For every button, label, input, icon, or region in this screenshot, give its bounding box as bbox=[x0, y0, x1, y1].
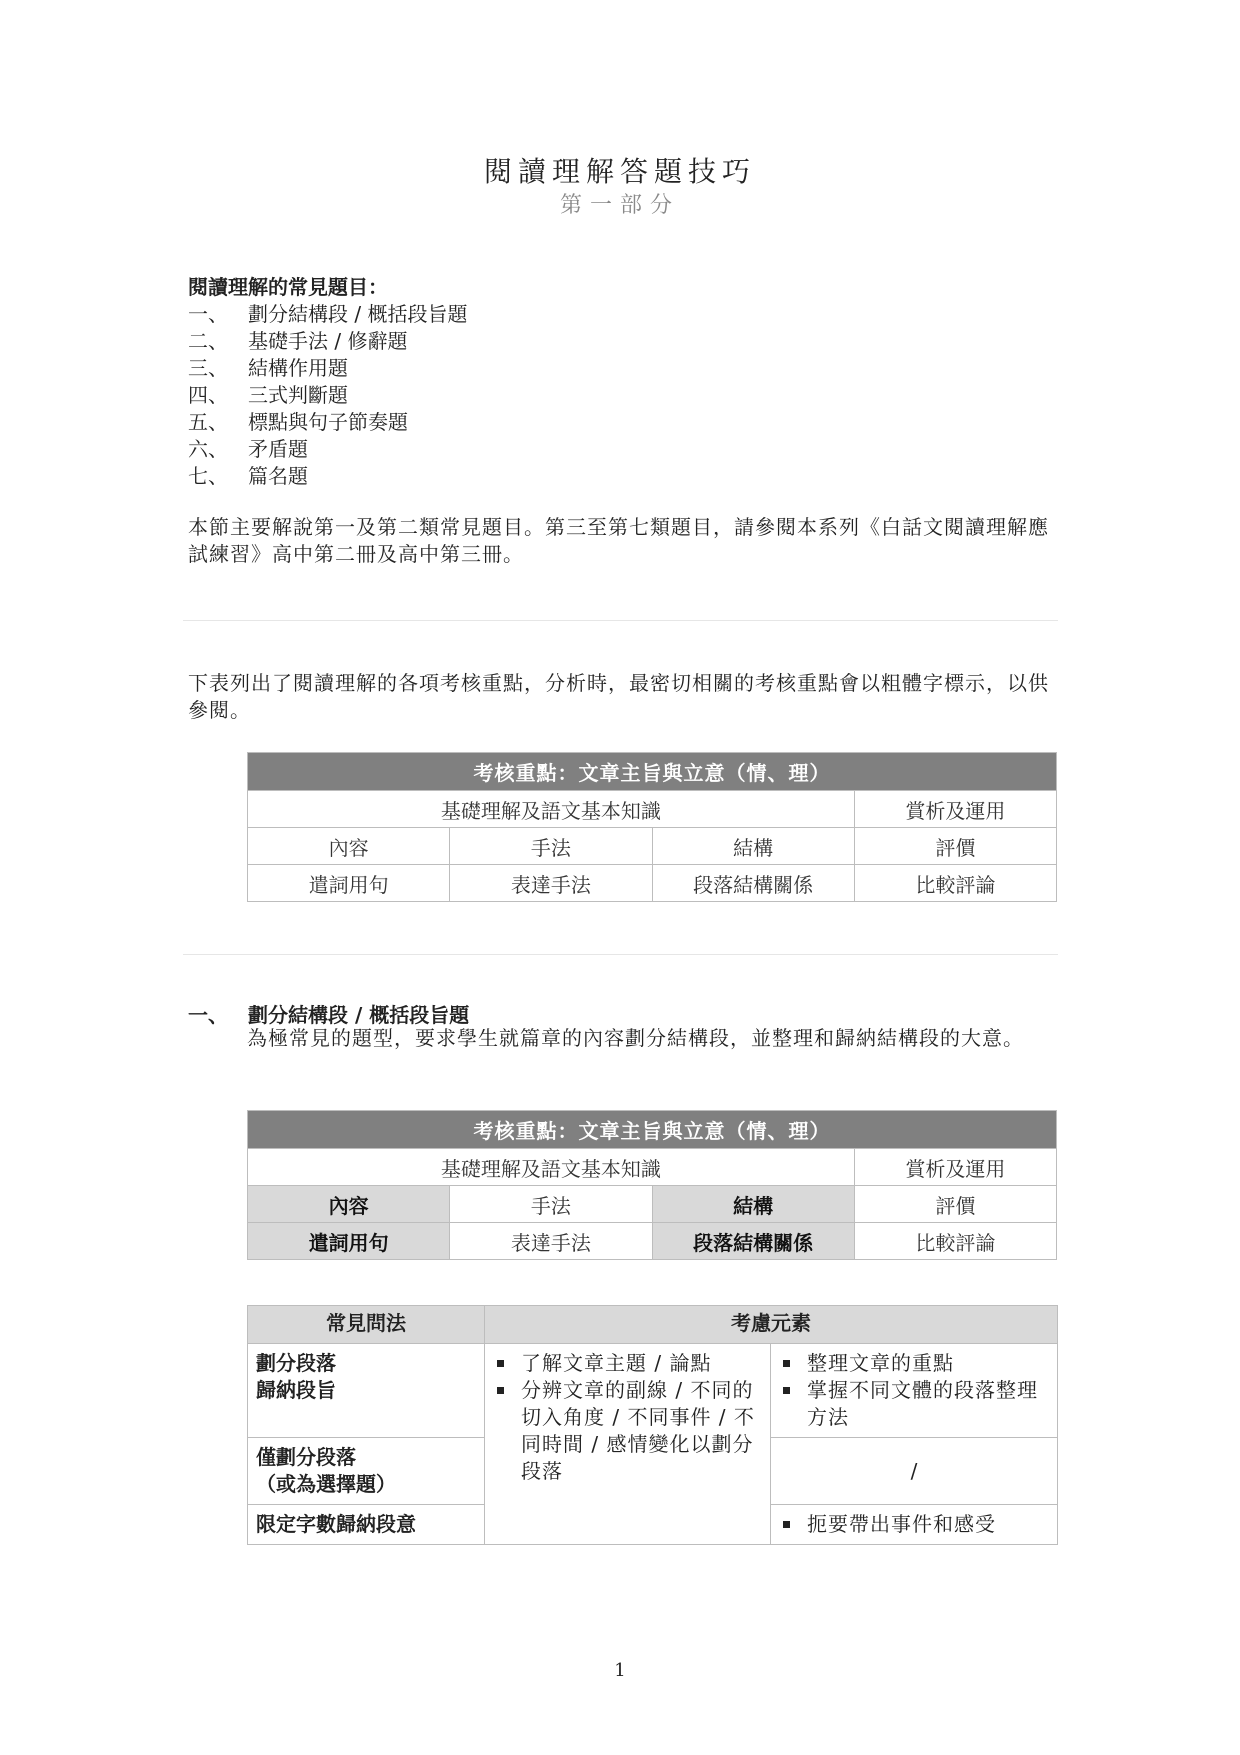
page-number: 1 bbox=[614, 1660, 626, 1681]
cell-comparison: 比較評論 bbox=[854, 1223, 1056, 1260]
list-item: 扼要帶出事件和感受 bbox=[779, 1511, 1049, 1538]
shared-elements-cell bbox=[485, 1344, 771, 1545]
list-item: 一、 劃分結構段 / 概括段旨題 bbox=[188, 302, 468, 326]
group-appreciation: 賞析及運用 bbox=[854, 1149, 1056, 1186]
list-item: 分辨文章的副線 / 不同的切入角度 / 不同事件 / 不同時間 / 感情變化以劃分段落 bbox=[493, 1377, 762, 1485]
common-questions-heading: 閱讀理解的常見題目： bbox=[188, 275, 388, 299]
list-item: 六、 矛盾題 bbox=[188, 437, 308, 461]
key-points-table bbox=[247, 752, 1057, 902]
group-basic: 基礎理解及語文基本知識 bbox=[248, 1149, 855, 1186]
cell-structure: 結構 bbox=[652, 1186, 854, 1223]
questions-table bbox=[247, 1305, 1058, 1545]
common-questions-list bbox=[188, 274, 1058, 490]
cell-wording: 遣詞用句 bbox=[248, 1223, 450, 1260]
list-item: 三、 結構作用題 bbox=[188, 356, 348, 380]
cell-evaluation: 評價 bbox=[854, 1186, 1056, 1223]
divider bbox=[183, 620, 1058, 621]
list-item: 了解文章主題 / 論點 bbox=[493, 1350, 762, 1377]
list-item: 七、 篇名題 bbox=[188, 464, 308, 488]
cell-paragraph-structure: 段落結構關係 bbox=[652, 1223, 854, 1260]
cell-content: 內容 bbox=[248, 828, 450, 865]
cell-structure: 結構 bbox=[652, 828, 854, 865]
row-label: 限定字數歸納段意 bbox=[248, 1505, 485, 1545]
cell-expression: 表達手法 bbox=[450, 1223, 652, 1260]
row-label: 僅劃分段落 （或為選擇題） bbox=[248, 1438, 485, 1505]
key-points-table-highlighted bbox=[247, 1110, 1057, 1260]
cell-content: 內容 bbox=[248, 1186, 450, 1223]
col-header-question: 常見問法 bbox=[248, 1306, 485, 1344]
key-points-header: 考核重點：文章主旨與立意（情、理） bbox=[248, 753, 1057, 791]
page-title: 閱讀理解答題技巧 bbox=[483, 155, 756, 188]
list-item: 整理文章的重點 bbox=[779, 1350, 1049, 1377]
list-item: 二、 基礎手法 / 修辭題 bbox=[188, 329, 408, 353]
key-points-header: 考核重點：文章主旨與立意（情、理） bbox=[248, 1111, 1057, 1149]
group-basic: 基礎理解及語文基本知識 bbox=[248, 791, 855, 828]
section-description: 為極常見的題型，要求學生就篇章的內容劃分結構段，並整理和歸納結構段的大意。 bbox=[247, 1026, 1024, 1050]
extra-elements-cell bbox=[771, 1505, 1058, 1545]
list-item: 五、 標點與句子節奏題 bbox=[188, 410, 408, 434]
page-subtitle: 第一部分 bbox=[559, 193, 680, 218]
extra-elements-cell bbox=[771, 1344, 1058, 1438]
cell-technique: 手法 bbox=[450, 1186, 652, 1223]
divider bbox=[183, 954, 1058, 955]
cell-expression: 表達手法 bbox=[450, 865, 652, 902]
cell-technique: 手法 bbox=[450, 828, 652, 865]
cell-wording: 遣詞用句 bbox=[248, 865, 450, 902]
list-item: 四、 三式判斷題 bbox=[188, 383, 348, 407]
list-item: 掌握不同文體的段落整理方法 bbox=[779, 1377, 1049, 1431]
group-appreciation: 賞析及運用 bbox=[854, 791, 1056, 828]
cell-paragraph-structure: 段落結構關係 bbox=[652, 865, 854, 902]
section-heading: 一、 劃分結構段 / 概括段旨題 bbox=[188, 1003, 470, 1027]
extra-elements-cell: / bbox=[771, 1438, 1058, 1505]
intro-paragraph: 本節主要解說第一及第二類常見題目。第三至第七類題目，請參閱本系列《白話文閱讀理解應試練習》高中第二冊及高中第三冊。 bbox=[188, 515, 1049, 566]
col-header-elements: 考慮元素 bbox=[485, 1306, 1058, 1344]
row-label: 劃分段落 歸納段旨 bbox=[248, 1344, 485, 1438]
cell-comparison: 比較評論 bbox=[854, 865, 1056, 902]
table-intro-paragraph: 下表列出了閱讀理解的各項考核重點，分析時，最密切相關的考核重點會以粗體字標示，以供參閱。 bbox=[188, 671, 1049, 722]
cell-evaluation: 評價 bbox=[854, 828, 1056, 865]
